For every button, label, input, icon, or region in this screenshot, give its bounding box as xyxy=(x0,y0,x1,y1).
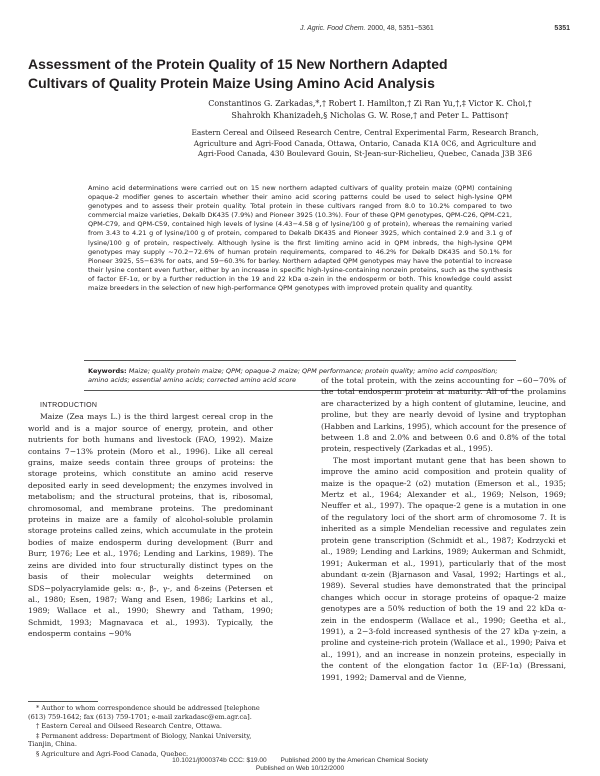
author-list xyxy=(190,98,550,122)
copyright-line: Published 2000 by the American Chemical Society xyxy=(280,757,428,764)
running-header xyxy=(300,25,570,32)
footnote-affiliation-quebec: § Agriculture and Agri-Food Canada, Quebec. xyxy=(36,749,189,758)
section-heading-introduction: INTRODUCTION xyxy=(40,402,98,409)
authors-line-1: Constantinos G. Zarkadas,*,† Robert I. Hamilton,† Zi Ran Yu,†,‡ Victor K. Choi,† xyxy=(208,99,532,108)
intro-paragraph-1-continued: of the total protein, with the zeins accounting for ~60−70% of the total endosperm protein at maturity. All of the prolamins are characterized by a high content of glutamine, leucine, and proline, but they are nearly devoid of lysine and tryptophan (Habben and Larkins, 1995), which account for the presence of between 1.8 and 2.0% and between 0.6 and 0.8% of the total protein, respectively (Zarkadas et al., 1995). xyxy=(321,376,566,454)
keywords-label: Keywords: xyxy=(88,367,127,375)
affiliations xyxy=(160,128,570,160)
published-on-web: Published on Web 10/12/2000 xyxy=(255,765,345,772)
page-number: 5351 xyxy=(554,25,570,32)
footnote-affiliation-ottawa: † Eastern Cereal and Oilseed Research Centre, Ottawa. xyxy=(36,722,222,731)
doi-ccc: 10.1021/jf000374b CCC: $19.00 xyxy=(172,757,267,764)
journal-citation: 2000, 48, 5351−5361 xyxy=(367,25,434,32)
footnotes xyxy=(28,704,273,760)
publication-info xyxy=(28,757,572,773)
keywords-text: Maize; quality protein maize; QPM; opaque-2 maize; QPM performance; protein quality; amino acid composition; amino acids; essential amino acids; corrected amino acid score xyxy=(88,367,498,385)
footnote-corresponding-author: * Author to whom correspondence should be addressed [telephone (613) 759-1642; fax (613) 759-1701; e-mail zarkadasc@em.agr.ca]. xyxy=(28,704,260,721)
abstract-text: Amino acid determinations were carried out on 15 new northern adapted cultivars of quality protein maize (QPM) containing opaque-2 modifier genes to ascertain whether their amino acid scoring patterns could be used to select high-lysine QPM genotypes and to assess their protein quality. Total protein in these cultivars ranged from 8.0 to 10.2% compared to two commercial maize varieties, Dekalb DK435 (7.9%) and Pioneer 3925 (10.3%). Four of these QPM genotypes, QPM-C26, QPM-C21, QPM-C79, and QPM-C59, contained high levels of lysine (4.43−4.58 g of lysine/100 g of protein), whereas the remaining varied from 3.43 to 4.21 g of lysine/100 g of protein, compared to Dekalb DK435 and Pioneer 3925, which contained 2.9 and 3.1 g of lysine/100 g of protein, respectively. Although lysine is the first limiting amino acid in QPM inbreds, the high-lysine QPM genotypes may supply ~70.2−72.6% of human protein requirements, compared to 46.2% for Dekalb DK435 and 50.1% for Pioneer 3925, 55−63% for oats, and 59−60.3% for barley. Northern adapted QPM genotypes may have the potential to increase their lysine content even further, either by an increase in specific high-lysine-containing nonzein proteins, such as the synthesis of factor EF-1α, or by a further reduction in the 19 and 22 kDa α-zein in the endosperm or both. This knowledge could assist maize breeders in the selection of new high-performance QPM genotypes with improved protein quality and quantity. xyxy=(88,184,512,293)
affiliation-line-3: Agri-Food Canada, 430 Boulevard Gouin, St-Jean-sur-Richelieu, Quebec, Canada J3B 3E6 xyxy=(197,149,533,159)
footnote-divider xyxy=(28,701,98,702)
divider-top xyxy=(84,360,516,361)
title-line-2: Cultivars of Quality Protein Maize Using Amino Acid Analysis xyxy=(28,75,435,91)
intro-paragraph-1: Maize (Zea mays L.) is the third largest cereal crop in the world and is a major source of energy, protein, and other nutrients for both humans and livestock (FAO, 1992). Maize contains 7−13% protein (Moro et al., 1996). Like all cereal grains, maize seeds contain three groups of proteins: the storage proteins, which constitute an amino acid reserve deposited early in seed development; the enzymes involved in metabolism; and the structural proteins, that is, ribosomal, chromosomal, and membrane proteins. The predominant proteins in maize are a family of alcohol-soluble prolamin storage proteins called zeins, which accumulate in the protein bodies of maize endosperm during development (Burr and Burr, 1976; Lee et al., 1976; Lending and Larkins, 1989). The zeins are divided into four structurally distinct types on the basis of their molecular weights determined on SDS−polyacrylamide gels: α-, β-, γ-, and δ-zeins (Petersen et al., 1980; Esen, 1987; Wang and Esen, 1986; Larkins et al., 1989; Wallace et al., 1990; Shewry and Tatham, 1990; Schmidt, 1993; Magnavaca et al., 1993). Typically, the endosperm contains ~90% xyxy=(28,412,273,639)
title-line-1: Assessment of the Protein Quality of 15 New Northern Adapted xyxy=(28,56,448,72)
affiliation-line-2: Agriculture and Agri-Food Canada, Ottawa, Ontario, Canada K1A 0C6, and Agriculture and xyxy=(193,138,537,148)
intro-paragraph-2: The most important mutant gene that has been shown to improve the amino acid composition and protein quality of maize is the opaque-2 (o2) mutation (Emerson et al., 1935; Mertz et al., 1964; Alexander et al., 1969; Nelson, 1969; Neuffer et al., 1997). The opaque-2 gene is a mutation in one of the regulatory loci of the short arm of chromosome 7. It is inherited as a simple Mendelian recessive and regulates zein protein gene transcription (Schmidt et al., 1987; Kodrzycki et al., 1989; Lending and Larkins, 1989; Aukerman and Schmidt, 1991; Aukerman et al., 1991), particularly that of the most abundant α-zein (Bjarnason and Vasal, 1992; Hartings et al., 1989). Several studies have demonstrated that the principal changes which occur in storage proteins of opaque-2 maize genotypes are a 50% reduction of both the 19 and 22 kDa α-zein in the endosperm (Wallace et al., 1990; Geetha et al., 1991), a 2−3-fold increased synthesis of the 27 kDa γ-zein, a proline and cysteine-rich protein (Wallace et al., 1990; Paiva et al., 1991), and an increase in nonzein proteins, especially in the content of the elongation factor 1α (EF-1α) (Bressani, 1991, 1992; Damerval and de Vienne, xyxy=(321,455,566,682)
journal-name: J. Agric. Food Chem. xyxy=(300,25,366,32)
authors-line-2: Shahrokh Khanizadeh,§ Nicholas G. W. Rose,† and Peter L. Pattison† xyxy=(231,111,509,120)
affiliation-line-1: Eastern Cereal and Oilseed Research Centre, Central Experimental Farm, Research Branch, xyxy=(191,128,539,137)
left-column xyxy=(28,400,273,640)
article-title xyxy=(28,55,576,93)
footnote-permanent-address: ‡ Permanent address: Department of Biology, Nankai University, Tianjin, China. xyxy=(28,731,252,749)
right-column xyxy=(321,375,566,683)
